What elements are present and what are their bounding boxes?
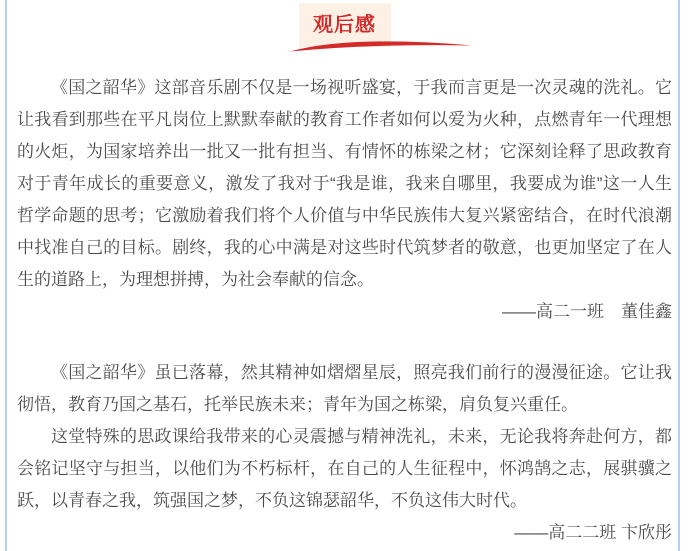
page-frame-border bbox=[5, 0, 680, 551]
author-signature: ——高二一班 董佳鑫 bbox=[502, 302, 672, 321]
banner-title: 观后感 bbox=[313, 14, 376, 36]
reflection-paragraph: 这堂特殊的思政课给我带来的心灵震撼与精神洗礼，未来，无论我将奔赴何方，都会铭记坚守与担当，以他们为不朽标杆，在自己的人生征程中，怀鸿鹄之志，展骐骥之跃，以青春之我，筑强国之梦，不负这锦瑟韶华，不负这伟大时代。 bbox=[17, 427, 672, 510]
banner-swoosh-icon bbox=[288, 38, 474, 56]
author-signature: ——高二二班 卞欣彤 bbox=[514, 523, 672, 542]
reflection-paragraph: 《国之韶华》这部音乐剧不仅是一场视听盛宴，于我而言更是一次灵魂的洗礼。它让我看到那些在平凡岗位上默默奉献的教育工作者如何以爱为火种，点燃青年一代理想的火炬，为国家培养出一批又一批有担当、有情怀的栋梁之材；它深刻诠释了思政教育对于青年成长的重要意义，激发了我对于“我是谁，我来自哪里，我要成为谁”这一人生哲学命题的思考；它激励着我们将个人价值与中华民族伟大复兴紧密结合，在时代浪潮中找准自己的目标。剧终，我的心中满是对这些时代筑梦者的敬意，也更加坚定了在人生的道路上，为理想拼搏，为社会奉献的信念。 bbox=[17, 78, 672, 289]
section-title-banner bbox=[0, 0, 689, 60]
reflection-paragraph: 《国之韶华》虽已落幕，然其精神如熠熠星辰，照亮我们前行的漫漫征途。它让我彻悟，教育乃国之基石，托举民族未来；青年为国之栋梁，肩负复兴重任。 bbox=[17, 363, 672, 414]
